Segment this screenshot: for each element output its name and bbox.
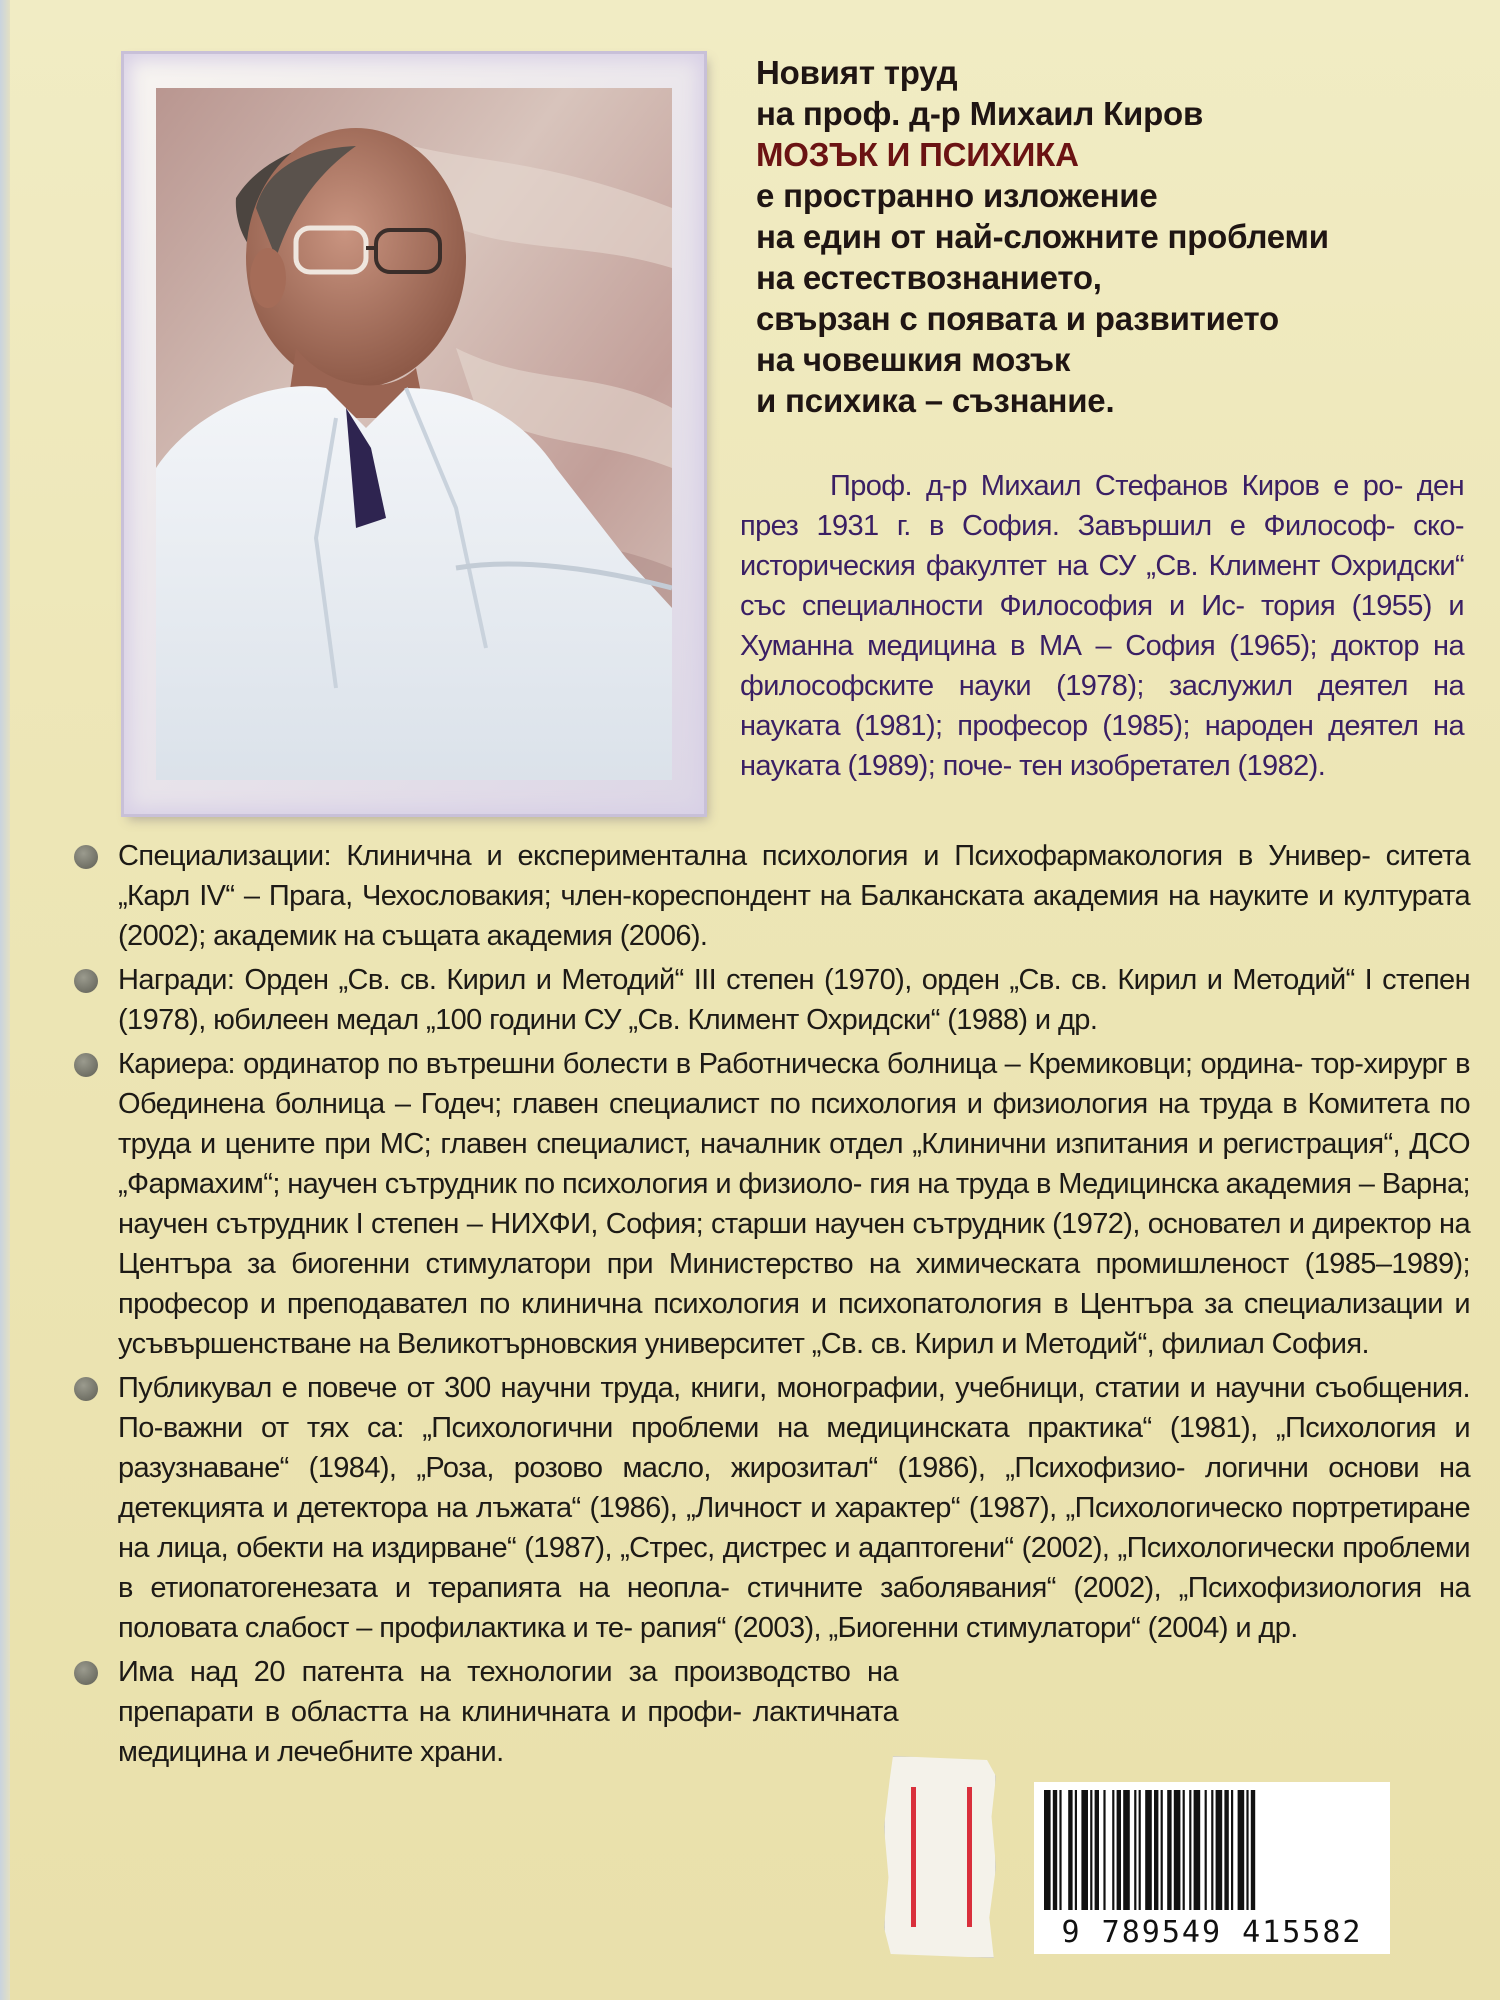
- headline-line: е пространно изложение: [756, 177, 1158, 214]
- isbn-barcode: [1034, 1782, 1390, 1954]
- book-title: МОЗЪК И ПСИХИКА: [756, 136, 1079, 173]
- barcode-bar: [1167, 1790, 1171, 1910]
- bullet-dot-icon: [74, 1661, 98, 1685]
- barcode-bar: [1154, 1790, 1158, 1910]
- barcode-bar: [1075, 1790, 1077, 1910]
- list-item: [72, 1368, 1470, 1648]
- barcode-bars: [1044, 1790, 1380, 1910]
- list-item-text: Специализации: Клинична и експериментална психология и Психофармакология в Универ- ситета „Карл IV“ – Прага, Чехословакия; член-кореспондент на Балканската академия на науките и културата (2002); академик на същата академия (2006).: [118, 840, 1470, 952]
- list-item: [72, 1652, 898, 1772]
- barcode-bar: [1044, 1790, 1051, 1910]
- author-bio: Проф. д-р Михаил Стефанов Киров е ро- ден през 1931 г. в София. Завършил е Философ- ско-историческия факултет на СУ „Св. Климент Охридски“ със специалности Философия и Ис- тория (1955) и Хуманна медицина в МА – София (1965); доктор на философските науки (1978); заслужил деятел на науката (1981); професор (1985); народен деятел на науката (1989); почe- тен изобретател (1982).: [740, 470, 1464, 782]
- barcode-bar: [1211, 1790, 1213, 1910]
- headline-line: на човешкия мозък: [756, 341, 1071, 378]
- barcode-bar: [1251, 1790, 1255, 1910]
- list-item: [72, 960, 1470, 1040]
- barcode-bar: [1117, 1790, 1121, 1910]
- barcode-bar: [1145, 1790, 1152, 1910]
- price-sticker: [884, 1756, 996, 1958]
- headline-block: [752, 52, 1472, 421]
- headline-line: Новият труд: [756, 54, 958, 91]
- barcode-bar: [1081, 1790, 1088, 1910]
- headline-line: на един от най-сложните проблеми: [756, 218, 1329, 255]
- barcode-bar: [1139, 1790, 1141, 1910]
- list-item: [72, 836, 1470, 956]
- bullet-dot-icon: [74, 969, 98, 993]
- headline-line: на проф. д-р Михаил Киров: [756, 95, 1204, 132]
- barcode-bar: [1183, 1790, 1185, 1910]
- list-item-text: Кариера: ординатор по вътрешни болести в Работническа болница – Кремиковци; ордина- тор-хирург в Обединена болница – Годеч; главен специалист по психология и физиология на труда в Комитета по труда и цените при МС; главен специалист, началник отдел „Клинични изпитания и регистрация“, ДСО „Фармахим“; научен сътрудник по психология и физиоло- гия на труда в Медицинска академия – Варна; научен сътрудник I степен – НИХФИ, София; старши научен сътрудник (1972), основател и директор на Центъра за биогенни стимулатори при Министерство на химическата промишленост (1985–1989); професор и преподавател по клинична психология и психопатология в Центъра за специализации и усъвършенстване на Великотърновския университет „Св. св. Кирил и Методий“, филиал София.: [118, 1048, 1470, 1360]
- barcode-bar: [1059, 1790, 1061, 1910]
- author-portrait: [156, 88, 672, 780]
- barcode-bar: [1123, 1790, 1130, 1910]
- headline-line: на естествознанието,: [756, 259, 1102, 296]
- bullet-dot-icon: [74, 845, 98, 869]
- barcode-bar: [1238, 1790, 1245, 1910]
- barcode-bar: [1216, 1790, 1223, 1910]
- barcode-bar: [1189, 1790, 1191, 1910]
- barcode-bar: [1112, 1790, 1114, 1910]
- barcode-bar: [1134, 1790, 1136, 1910]
- barcode-bar: [1246, 1790, 1248, 1910]
- bullet-list: [72, 836, 1470, 1776]
- list-item-text: Има над 20 патента на технологии за производство на препарати в областта на клиничната и профи- лактичната медицина и лечебните храни.: [118, 1656, 898, 1768]
- list-item-text: Награди: Орден „Св. св. Кирил и Методий“ III степен (1970), орден „Св. св. Кирил и Методий“ I степен (1978), юбилеен медал „100 години СУ „Св. Климент Охридски“ (1988) и др.: [118, 964, 1470, 1036]
- page-edge: [0, 0, 10, 2000]
- sticker-stripe: [911, 1787, 916, 1927]
- barcode-bar: [1205, 1790, 1207, 1910]
- barcode-bar: [1224, 1790, 1228, 1910]
- portrait-frame: [124, 54, 704, 814]
- barcode-bar: [1068, 1790, 1072, 1910]
- list-item-text: Публикувал е повече от 300 научни труда, книги, монографии, учебници, статии и научни съобщения. По-важни от тях са: „Психологични проблеми на медицинската практика“ (1981), „Психология и разузнаване“ (1984), „Роза, розово масло, жирозитал“ (1986), „Психофизио- логични основи на детекцията и детектора на лъжата“ (1986), „Личност и характер“ (1987), „Психологическо портретиране на лица, обекти на издирване“ (1987), „Стрес, дистрес и адаптогени“ (2002), „Психологически проблеми в етиопатогенезата и терапията на неопла- стичните заболявания“ (2002), „Психофизиология на половата слабост – профилактика и те- рапия“ (2003), „Биогенни стимулатори“ (2004) и др.: [118, 1372, 1470, 1644]
- headline-line: свързан с появата и развитието: [756, 300, 1279, 337]
- sticker-stripe: [967, 1787, 972, 1927]
- barcode-bar: [1090, 1790, 1092, 1910]
- barcode-bar: [1194, 1790, 1201, 1910]
- barcode-bar: [1174, 1790, 1181, 1910]
- list-item: [72, 1044, 1470, 1364]
- barcode-bar: [1231, 1790, 1233, 1910]
- portrait-illustration: [156, 88, 672, 780]
- headline-line: и психика – съзнание.: [756, 382, 1115, 419]
- bullet-dot-icon: [74, 1377, 98, 1401]
- barcode-bar: [1053, 1790, 1057, 1910]
- barcode-digits: 9 789549 415582: [1061, 1915, 1363, 1950]
- barcode-bar: [1095, 1790, 1099, 1910]
- barcode-bar: [1161, 1790, 1163, 1910]
- bullet-dot-icon: [74, 1053, 98, 1077]
- barcode-bar: [1103, 1790, 1105, 1910]
